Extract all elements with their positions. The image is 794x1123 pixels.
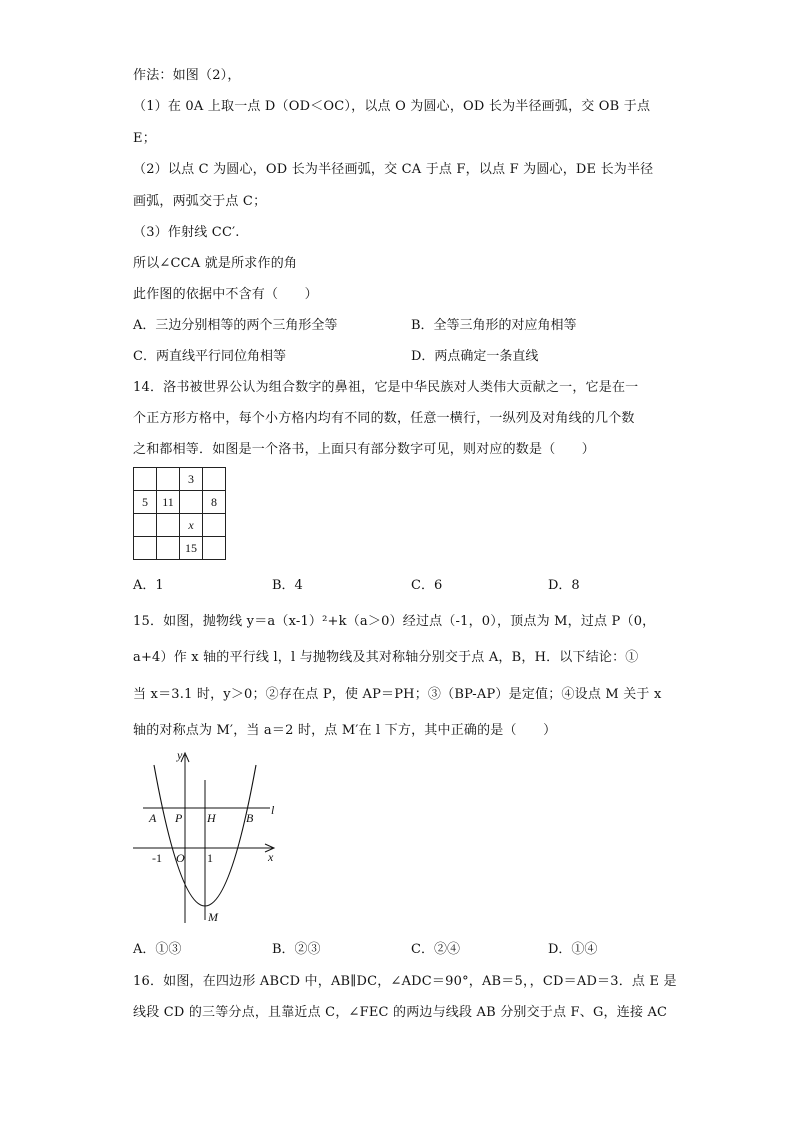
label-y: y	[177, 748, 183, 762]
q13-step1-line1: （1）在 0A 上取一点 D（OD＜OC），以点 O 为圆心，OD 长为半径画弧，交 OB 于点	[133, 99, 651, 114]
grid-cell	[157, 468, 180, 491]
q14-option-a[interactable]: A．1	[133, 578, 164, 593]
q15-option-b[interactable]: B．②③	[272, 942, 321, 957]
q15-stem-line2: a+4）作 x 轴的平行线 l，l 与抛物线及其对称轴分别交于点 A，B，H．以下结论：①	[133, 650, 639, 665]
label-l: l	[271, 803, 275, 817]
parabola-figure	[125, 745, 285, 930]
grid-cell: 3	[180, 468, 203, 491]
label-1: 1	[207, 851, 213, 865]
q13-question: 此作图的依据中不含有（ ）	[133, 287, 318, 302]
grid-cell	[203, 468, 226, 491]
label-a: A	[149, 811, 157, 825]
q13-step1-line2: E；	[133, 131, 156, 146]
grid-cell-unknown: x	[180, 514, 203, 537]
grid-cell	[157, 537, 180, 560]
label-b: B	[246, 811, 254, 825]
q14-stem-line1: 14．洛书被世界公认为组合数字的鼻祖，它是中华民族对人类伟大贡献之一，它是在一	[133, 380, 639, 395]
q16-stem-line1: 16．如图，在四边形 ABCD 中，AB∥DC，∠ADC＝90°，AB＝5，，CD＝AD＝3．点 E 是	[133, 974, 677, 989]
q13-method-title: 作法：如图（2），	[133, 68, 241, 83]
q13-step2-line2: 画弧，两弧交于点 C；	[133, 194, 267, 209]
q14-option-c[interactable]: C．6	[411, 578, 443, 593]
q13-step3: （3）作射线 CC′.	[133, 225, 240, 240]
luoshu-grid	[133, 467, 226, 560]
grid-cell: 11	[157, 491, 180, 514]
q14-stem-line3: 之和都相等．如图是一个洛书，上面只有部分数字可见，则对应的数是（ ）	[133, 442, 596, 457]
q14-option-d[interactable]: D．8	[548, 578, 580, 593]
q13-option-a[interactable]: A．三边分别相等的两个三角形全等	[133, 318, 338, 333]
grid-cell	[180, 491, 203, 514]
q15-option-a[interactable]: A．①③	[133, 942, 182, 957]
grid-cell	[134, 514, 157, 537]
grid-cell	[134, 537, 157, 560]
q15-stem-line4: 轴的对称点为 M′，当 a＝2 时，点 M′在 l 下方，其中正确的是（ ）	[133, 723, 557, 738]
q14-stem-line2: 个正方形方格中，每个小方格内均有不同的数，任意一横行，一纵列及对角线的几个数	[133, 411, 635, 426]
q13-conclusion: 所以∠CCA 就是所求作的角	[133, 256, 298, 271]
grid-cell	[157, 514, 180, 537]
grid-cell: 8	[203, 491, 226, 514]
grid-cell: 5	[134, 491, 157, 514]
q16-stem-line2: 线段 CD 的三等分点，且靠近点 C，∠FEC 的两边与线段 AB 分别交于点 F、G，连接 AC	[133, 1005, 668, 1020]
q14-option-b[interactable]: B．4	[272, 578, 303, 593]
label-neg1: -1	[152, 851, 162, 865]
q13-option-b[interactable]: B．全等三角形的对应角相等	[411, 318, 577, 333]
q15-option-c[interactable]: C．②④	[411, 942, 460, 957]
q15-stem-line3: 当 x＝3.1 时，y＞0；②存在点 P，使 AP＝PH；③（BP-AP）是定值；④设点 M 关于 x	[133, 687, 662, 702]
q15-option-d[interactable]: D．①④	[548, 942, 598, 957]
label-p: P	[175, 811, 183, 825]
grid-cell	[134, 468, 157, 491]
label-o: O	[176, 851, 185, 865]
label-m: M	[208, 910, 218, 924]
grid-cell	[203, 537, 226, 560]
q13-step2-line1: （2）以点 C 为圆心，OD 长为半径画弧，交 CA 于点 F，以点 F 为圆心，DE 长为半径	[133, 162, 654, 177]
q13-option-c[interactable]: C．两直线平行同位角相等	[133, 349, 286, 364]
label-h: H	[207, 811, 216, 825]
q13-option-d[interactable]: D．两点确定一条直线	[411, 349, 539, 364]
label-x: x	[268, 850, 274, 864]
grid-cell	[203, 514, 226, 537]
q15-stem-line1: 15．如图，抛物线 y＝a（x-1）²+k（a＞0）经过点（-1，0），顶点为 M，过点 P（0，	[133, 614, 656, 629]
grid-cell: 15	[180, 537, 203, 560]
